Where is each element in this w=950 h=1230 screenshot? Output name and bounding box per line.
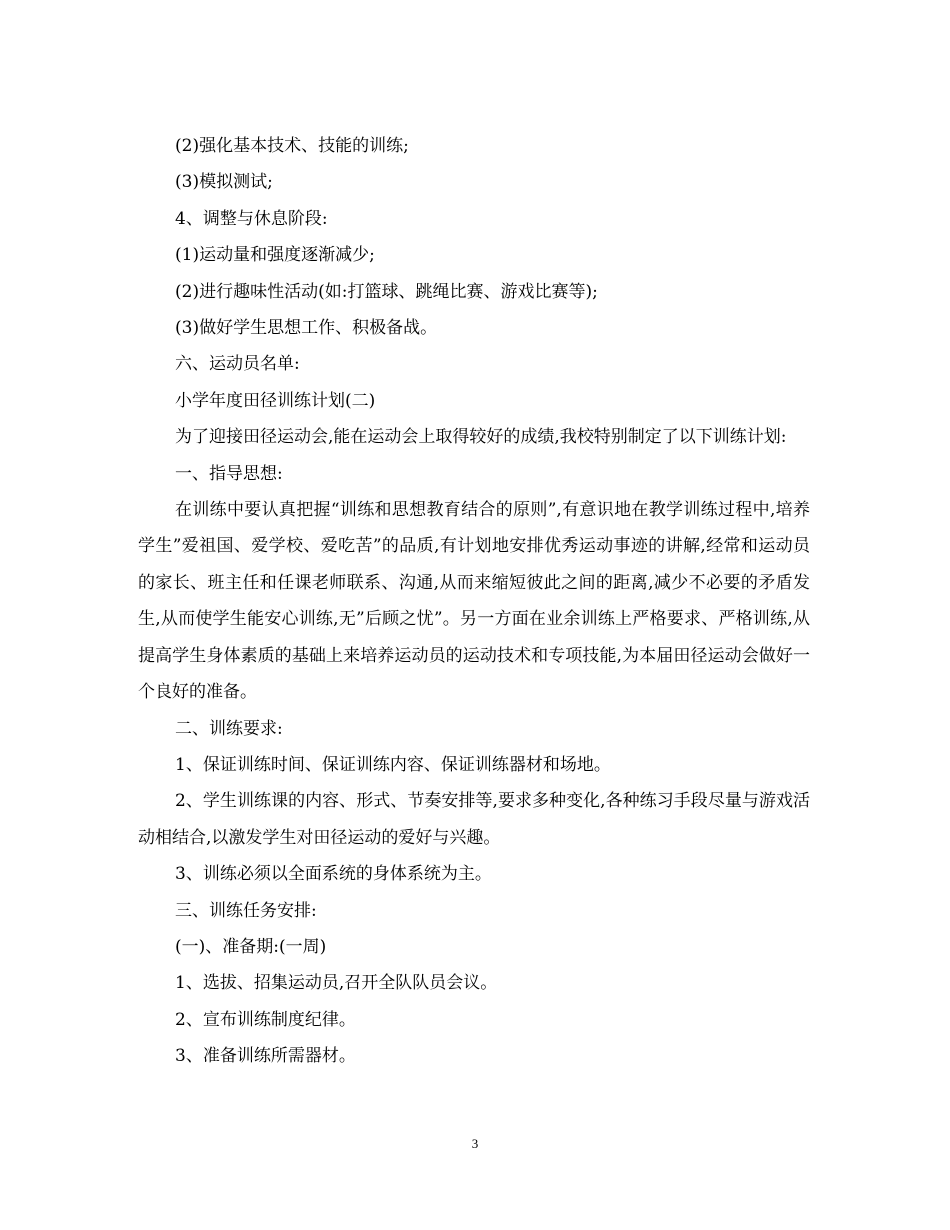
document-body (138, 128, 810, 1075)
section-heading: 六、运动员名单: (175, 354, 300, 375)
section-heading: 一、指导思想: (175, 463, 283, 484)
section-heading: 二、训练要求: (175, 718, 283, 739)
paragraph: 2、宣布训练制度纪律。 (175, 1009, 356, 1030)
section-heading: 4、调整与休息阶段: (175, 208, 328, 229)
paragraph: 为了迎接田径运动会,能在运动会上取得较好的成绩,我校特别制定了以下训练计划: (175, 427, 787, 448)
paragraph: 3、准备训练所需器材。 (175, 1046, 356, 1067)
paragraph: (2)进行趣味性活动(如:打篮球、跳绳比赛、游戏比赛等); (175, 281, 598, 302)
paragraph: 2、学生训练课的内容、形式、节奏安排等,要求多种变化,各种练习手段尽量与游戏活动相结合,以激发学生对田径运动的爱好与兴趣。 (138, 791, 810, 848)
paragraph: (3)做好学生思想工作、积极备战。 (175, 318, 438, 339)
paragraph: 3、训练必须以全面系统的身体系统为主。 (175, 864, 492, 885)
paragraph: (3)模拟测试; (175, 172, 273, 193)
paragraph: 1、保证训练时间、保证训练内容、保证训练器材和场地。 (175, 754, 611, 775)
paragraph: 在训练中要认真把握“训练和思想教育结合的原则”,有意识地在教学训练过程中,培养学生”爱祖国、爱学校、爱吃苦”的品质,有计划地安排优秀运动事迹的讲解,经常和运动员的家长、班主任和任课老师联系、沟通,从而来缩短彼此之间的距离,减少不必要的矛盾发生,从而使学生能安心训练,无”后顾之忧”。另一方面在业余训练上严格要求、严格训练,从提高学生身体素质的基础上来培养运动员的运动技术和专项技能,为本届田径运动会做好一个良好的准备。 (138, 500, 810, 703)
paragraph: (1)运动量和强度逐渐减少; (175, 245, 375, 266)
page-number: 3 (471, 1136, 479, 1151)
paragraph: (一)、准备期:(一周) (175, 936, 327, 957)
paragraph: 1、选拔、招集运动员,召开全队队员会议。 (175, 973, 498, 994)
section-heading: 三、训练任务安排: (175, 900, 317, 921)
paragraph: (2)强化基本技术、技能的训练; (175, 136, 409, 156)
document-title: 小学年度田径训练计划(二) (175, 390, 376, 411)
